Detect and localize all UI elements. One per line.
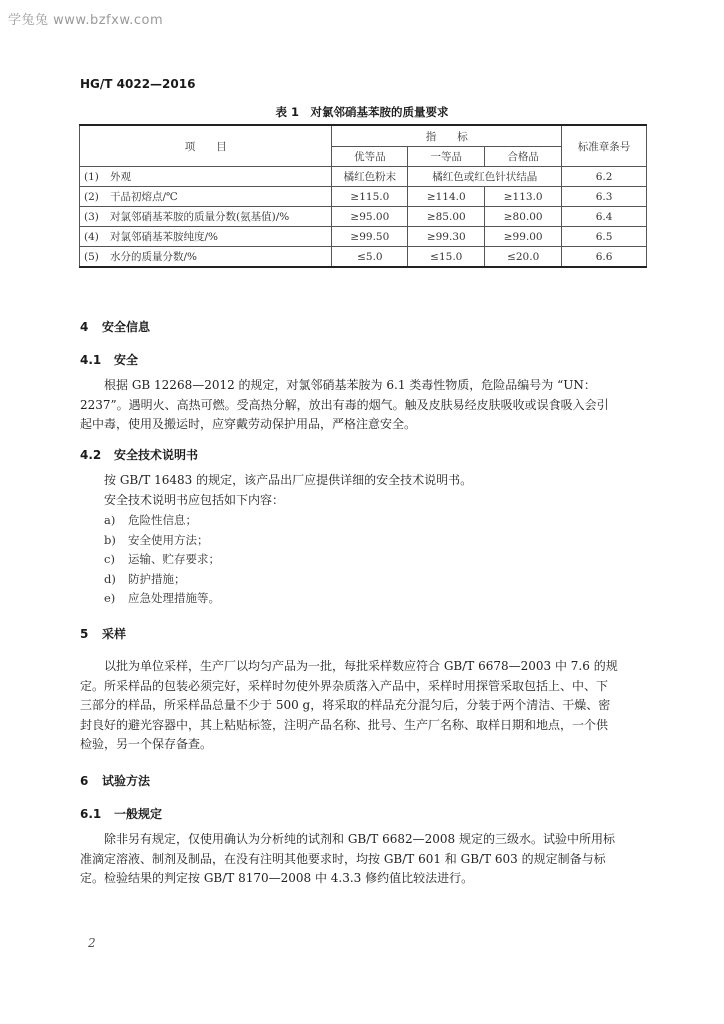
sds-content-list (104, 512, 624, 610)
list-marker: c) (104, 552, 115, 566)
list-text: 运输、贮存要求； (128, 552, 220, 566)
list-text: 危险性信息； (128, 513, 197, 527)
header-grade-first: 一等品 (408, 147, 485, 167)
row-value-premium: ≥95.00 (332, 207, 408, 227)
section-title: 试验方法 (102, 774, 151, 788)
table-row (80, 207, 647, 227)
row-number: (2) (84, 191, 99, 203)
row-value-first: ≤15.0 (408, 247, 485, 268)
row-value-qualified: ≤20.0 (485, 247, 562, 268)
section-number: 4.1 (80, 353, 102, 367)
row-item-label: 对氯邻硝基苯胺纯度/% (110, 231, 219, 243)
section-number: 6.1 (80, 807, 102, 821)
row-item-cell (80, 187, 332, 207)
standard-code-header: HG/T 4022—2016 (80, 77, 196, 91)
header-item: 项 目 (80, 125, 332, 167)
list-item (104, 571, 624, 591)
row-value-merged: 橘红色或红色针状结晶 (408, 167, 562, 187)
section-title: 安全 (114, 353, 139, 367)
section-number: 4 (80, 320, 89, 334)
row-value-premium: ≥115.0 (332, 187, 408, 207)
row-value-qualified: ≥99.00 (485, 227, 562, 247)
paragraph-line: 检验，另一个保存备查。 (80, 737, 213, 751)
section-4-heading (80, 318, 150, 335)
table-row (80, 247, 647, 268)
header-grade-qualified: 合格品 (485, 147, 562, 167)
row-number: (5) (84, 251, 99, 263)
page-number: 2 (88, 936, 96, 950)
section-number: 4.2 (80, 448, 102, 462)
paragraph-line: 2237”。遇明火、高热可燃。受高热分解，放出有毒的烟气。触及皮肤易经皮肤吸收或误食吸入会引 (80, 397, 609, 412)
section-title: 安全信息 (102, 320, 151, 334)
section-4-1-heading (80, 351, 138, 368)
paragraph-line: 起中毒，使用及搬运时，应穿戴劳动保护用品，严格注意安全。 (80, 417, 417, 431)
list-item (104, 532, 624, 552)
quality-requirements-table (79, 124, 647, 268)
section-title: 采样 (102, 627, 127, 641)
section-4-1-body (80, 376, 644, 435)
paragraph-line: 三部分的样品，所采样品总量不少于 500 g，将采取的样品充分混匀后，分装于两个清洁、干燥、密 (80, 698, 611, 712)
row-item-label: 对氯邻硝基苯胺的质量分数(氨基值)/% (110, 211, 290, 223)
paragraph-line: 封良好的避光容器中，其上粘贴标签，注明产品名称、批号、生产厂名称、取样日期和地点，一个供 (80, 717, 609, 732)
section-title: 安全技术说明书 (114, 448, 199, 462)
row-value-first: ≥114.0 (408, 187, 485, 207)
row-item-label: 水分的质量分数/% (110, 251, 198, 263)
section-6-heading (80, 772, 150, 789)
paragraph-line: 以批为单位采样，生产厂以均匀产品为一批，每批采样数应符合 GB/T 6678—2003 中 7.6 的规 (104, 659, 618, 673)
list-text: 应急处理措施等。 (128, 591, 220, 605)
row-clause-ref: 6.5 (562, 227, 647, 247)
row-item-cell (80, 247, 332, 268)
table-header-row (80, 125, 647, 147)
section-number: 5 (80, 627, 89, 641)
row-clause-ref: 6.4 (562, 207, 647, 227)
list-marker: a) (104, 513, 116, 527)
row-value-premium: ≥99.50 (332, 227, 408, 247)
row-item-label: 外观 (110, 171, 131, 183)
row-item-label: 干品初熔点/℃ (110, 191, 178, 203)
section-number: 6 (80, 774, 89, 788)
row-item-cell (80, 227, 332, 247)
row-number: (1) (84, 171, 99, 183)
paragraph-line: 按 GB/T 16483 的规定，该产品出厂应提供详细的安全技术说明书。 (104, 473, 473, 487)
row-number: (3) (84, 211, 99, 223)
section-5-heading (80, 625, 126, 642)
section-4-2-heading (80, 446, 198, 463)
header-indicator: 指 标 (332, 125, 562, 147)
paragraph-line: 根据 GB 12268—2012 的规定，对氯邻硝基苯胺为 6.1 类毒性物质，危险品编号为 “UN： (104, 378, 596, 392)
table-row (80, 167, 647, 187)
watermark-text: 学兔兔 www.bzfxw.com (8, 13, 164, 28)
list-item (104, 512, 624, 532)
table-title: 表 1 对氯邻硝基苯胺的质量要求 (275, 105, 449, 119)
paragraph-line: 准滴定溶液、制剂及制品，在没有注明其他要求时，均按 GB/T 601 和 GB/T 603 的规定制备与标 (80, 851, 606, 866)
row-value-qualified: ≥113.0 (485, 187, 562, 207)
table-row (80, 227, 647, 247)
row-item-cell (80, 167, 332, 187)
list-item (104, 551, 624, 571)
list-text: 防护措施； (128, 571, 186, 586)
row-clause-ref: 6.3 (562, 187, 647, 207)
paragraph-line: 定。检验结果的判定按 GB/T 8170—2008 中 4.3.3 修约值比较法进行。 (80, 871, 474, 885)
row-number: (4) (84, 231, 99, 243)
paragraph-line: 定。所采样品的包装必须完好，采样时勿使外界杂质落入产品中，采样时用探管采取包括上、中、下 (80, 678, 609, 693)
list-item (104, 590, 624, 610)
row-value-qualified: ≥80.00 (485, 207, 562, 227)
table-row (80, 187, 647, 207)
row-value-premium: ≤5.0 (332, 247, 408, 268)
list-text: 安全使用方法； (128, 532, 209, 547)
row-value-first: ≥85.00 (408, 207, 485, 227)
section-title: 一般规定 (114, 807, 163, 821)
row-clause-ref: 6.2 (562, 167, 647, 187)
section-6-1-heading (80, 805, 162, 822)
list-marker: b) (104, 532, 116, 547)
paragraph-line: 安全技术说明书应包括如下内容： (104, 492, 285, 507)
row-value-first: ≥99.30 (408, 227, 485, 247)
row-value-premium: 橘红色粉末 (332, 167, 408, 187)
list-marker: d) (104, 571, 116, 586)
paragraph-line: 除非另有规定，仅使用确认为分析纯的试剂和 GB/T 6682—2008 规定的三级水。试验中所用标 (104, 832, 615, 846)
header-grade-premium: 优等品 (332, 147, 408, 167)
section-6-1-body (80, 830, 644, 889)
header-clause-ref: 标准章条号 (562, 125, 647, 167)
row-clause-ref: 6.6 (562, 247, 647, 268)
list-marker: e) (104, 591, 116, 605)
section-5-body (80, 657, 644, 755)
section-4-2-body (104, 471, 644, 510)
row-item-cell (80, 207, 332, 227)
